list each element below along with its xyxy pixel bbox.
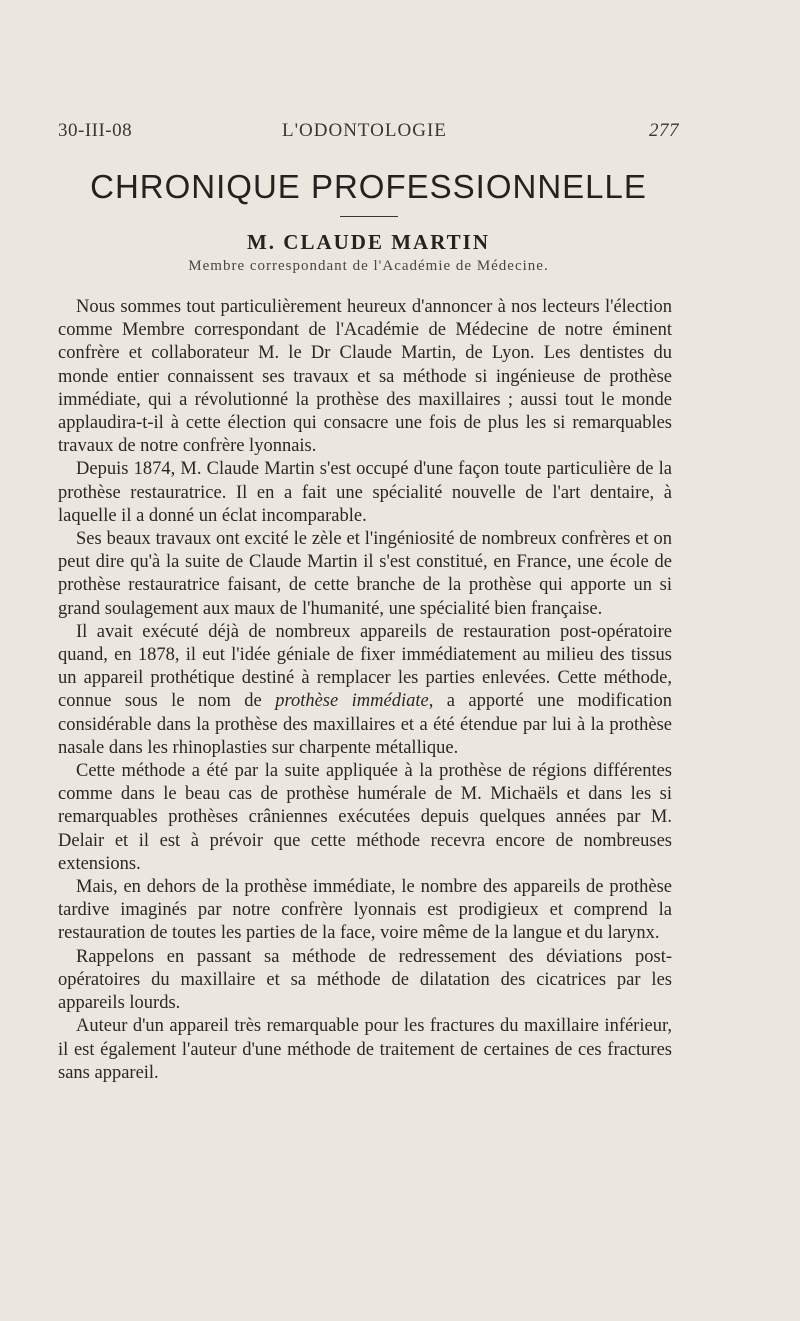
body-paragraph: Auteur d'un appareil très remarquable pour les fractures du maxillaire inférieur, il est également l'auteur d'une méthode de traitement de certaines de ces fractures sans appareil. <box>58 1016 672 1083</box>
paragraph-text: Il avait exécuté déjà de nombreux appareils de restauration post-opératoire quand, en 1878, il eut l'idée géniale de fixer immédiatement au milieu des tissus un appareil prothétique destiné à remplacer les parties enlevées. Cette méthode, connue sous le nom de <box>58 621 672 712</box>
body-paragraph: Rappelons en passant sa méthode de redressement des déviations post-opératoires du maxillaire et sa méthode de dilatation des cicatrices par les appareils lourds. <box>58 946 672 1014</box>
journal-name: L'ODONTOLOGIE <box>282 120 447 141</box>
body-paragraph: Ses beaux travaux ont excité le zèle et l'ingéniosité de nombreux confrères et on peut dire qu'à la suite de Claude Martin il s'est constitué, en France, une école de prothèse restauratrice faisant, de cette branche de la prothèse qui apporte un si grand soulagement aux maux de l'humanité, une spécialité bien française. <box>58 529 672 619</box>
article-subtitle: Membre correspondant de l'Académie de Médecine. <box>188 258 549 274</box>
article-heading: M. CLAUDE MARTIN <box>246 230 490 254</box>
body-paragraph: Depuis 1874, M. Claude Martin s'est occupé d'une façon toute particulière de la prothèse restauratrice. Il en a fait une spécialité nouvelle de l'art dentaire, à laquelle il a donné un éclat incomparable. <box>58 459 672 526</box>
page-number: 277 <box>649 120 679 141</box>
emphasized-term: prothèse immédiate <box>275 691 429 712</box>
title-divider <box>340 216 398 217</box>
issue-date: 30-III-08 <box>58 120 133 141</box>
paragraph-text: , a apporté une modification considérable dans la prothèse des maxillaires et a été étendue par lui à la prothèse nasale dans les rhinoplasties sur charpente métallique. <box>58 691 672 758</box>
running-head <box>58 120 679 144</box>
body-paragraph: Mais, en dehors de la prothèse immédiate, le nombre des appareils de prothèse tardive imaginés par notre confrère lyonnais est prodigieux et comprend la restauration de toutes les parties de la face, voire même de la langue et du larynx. <box>58 877 672 944</box>
body-paragraph: Cette méthode a été par la suite appliquée à la prothèse de régions différentes comme dans le beau cas de prothèse humérale de M. Michaëls et dans les si remarquables prothèses crâniennes exécutées depuis quelques années par M. Delair et il est à prévoir que cette méthode recevra encore de nombreuses extensions. <box>58 761 672 874</box>
section-title: CHRONIQUE PROFESSIONNELLE <box>90 168 647 205</box>
body-paragraph <box>58 621 672 760</box>
body-paragraph: Nous sommes tout particulièrement heureux d'annoncer à nos lecteurs l'élection comme Membre correspondant de l'Académie de Médecine de notre éminent confrère et collaborateur M. le Dr Claude Martin, de Lyon. Les dentistes du monde entier connaissent ses travaux et sa méthode si ingénieuse de prothèse immédiate, qui a révolutionné la prothèse des maxillaires ; aussi tout le monde applaudira-t-il à cette élection qui consacre une fois de plus les si remarquables travaux de notre confrère lyonnais. <box>58 297 672 457</box>
article-body <box>58 296 672 1085</box>
